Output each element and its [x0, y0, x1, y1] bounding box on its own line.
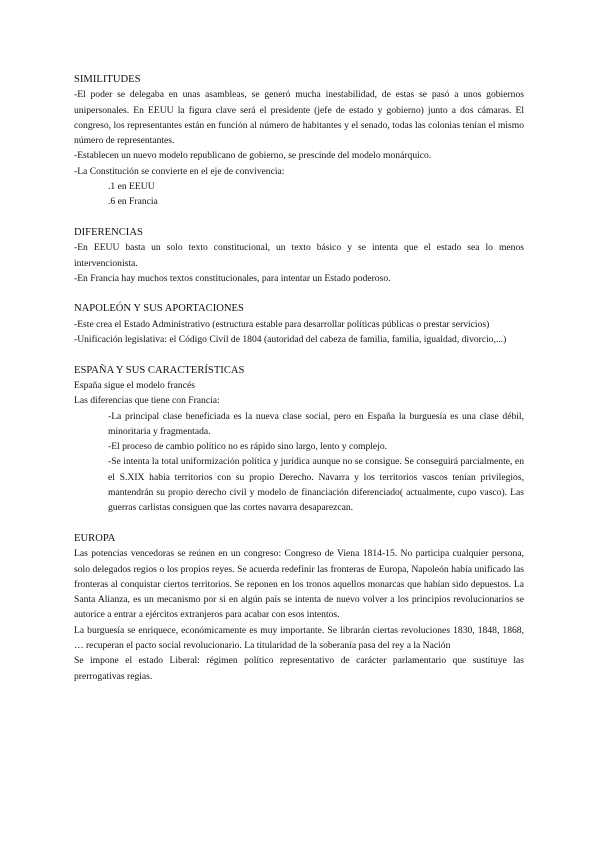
document-body [74, 72, 524, 684]
spacer [74, 516, 524, 531]
section-title-espana: ESPAÑA Y SUS CARACTERÍSTICAS [74, 364, 245, 376]
paragraph: -Establecen un nuevo modelo republicano de gobierno, se prescinde del modelo monárquico. [74, 150, 432, 162]
paragraph-indented: -El proceso de cambio político no es rápido sino largo, lento y complejo. [108, 441, 388, 453]
list-item: .6 en Francia [108, 196, 158, 208]
spacer [74, 347, 524, 362]
spacer [74, 286, 524, 301]
paragraph: -Unificación legislativa: el Código Civil de 1804 (autoridad del cabeza de familia, familia, igualdad, divorcio,...) [74, 334, 507, 346]
section-title-napoleon: NAPOLEÓN Y SUS APORTACIONES [74, 303, 244, 315]
paragraph: Las diferencias que tiene con Francia: [74, 395, 220, 407]
paragraph: España sigue el modelo francés [74, 379, 195, 391]
paragraph: -Este crea el Estado Administrativo (estructura estable para desarrollar políticas públicas o prestar servicios) [74, 318, 490, 330]
paragraph-indented: -Se intenta la total uniformización política y jurídica aunque no se consigue. Se conseguirá parcialmente, en el S.XIX había territorios con su propio Derecho. Navarra y los territorios vascos tenían privilegios, mantendrán su propio derecho civil y modelo de financiación diferenciado( actualmente, cupo vasco). Las guerras carlistas consiguen que las cortes navarra desaparezcan. [108, 456, 524, 514]
paragraph: -El poder se delegaba en unas asambleas, se generó mucha inestabilidad, de estas se pasó a unos gobiernos unipersonales. En EEUU la figura clave será el presidente (jefe de estado y gobierno) junto a dos cámaras. El congreso, los representantes están en función al número de habitantes y el senado, todas las colonias tenían el mismo número de representantes. [74, 89, 524, 147]
paragraph: Las potencias vencedoras se reúnen en un congreso: Congreso de Viena 1814-15. No participa cualquier persona, solo delegados regios o los propios reyes. Se acuerda redefinir las fronteras de Europa, Napoleón había unificado las fronteras al conquistar ciertos territorios. Se reponen en los tronos aquellos monarcas que habían sido depuestos. La Santa Alianza, es un mecanismo por si en algún país se intenta de nuevo volver a los principios revolucionarios se autorice a entrar a ejércitos extranjeros para acabar con esos intentos. [74, 548, 524, 621]
paragraph: -En Francia hay muchos textos constitucionales, para intentar un Estado poderoso. [74, 272, 391, 284]
paragraph: -La Constitución se convierte en el eje de convivencia: [74, 165, 285, 177]
paragraph: La burguesía se enriquece, económicamente es muy importante. Se librarán ciertas revoluciones 1830, 1848, 1868, … recuperan el pacto social revolucionario. La titularidad de la soberanía pasa del rey a la Nación [74, 624, 524, 651]
paragraph: Se impone el estado Liberal: régimen político representativo de carácter parlamentario que sustituye las prerrogativas regias. [74, 655, 524, 682]
section-title-europa: EUROPA [74, 532, 116, 544]
paragraph-text: -La principal clase beneficiada es la nueva clase social, pero en España la burguesía es una clase débil, minoritaria y fragmentada. [108, 410, 524, 437]
section-title-similitudes: SIMILITUDES [74, 74, 141, 85]
section-title-diferencias: DIFERENCIAS [74, 226, 143, 238]
spacer [74, 210, 524, 225]
paragraph: -En EEUU basta un solo texto constitucional, un texto básico y se intenta que el estado sea lo menos intervencionista. [74, 242, 524, 269]
list-item: .1 en EEUU [108, 181, 155, 193]
paragraph-indented [74, 409, 524, 440]
